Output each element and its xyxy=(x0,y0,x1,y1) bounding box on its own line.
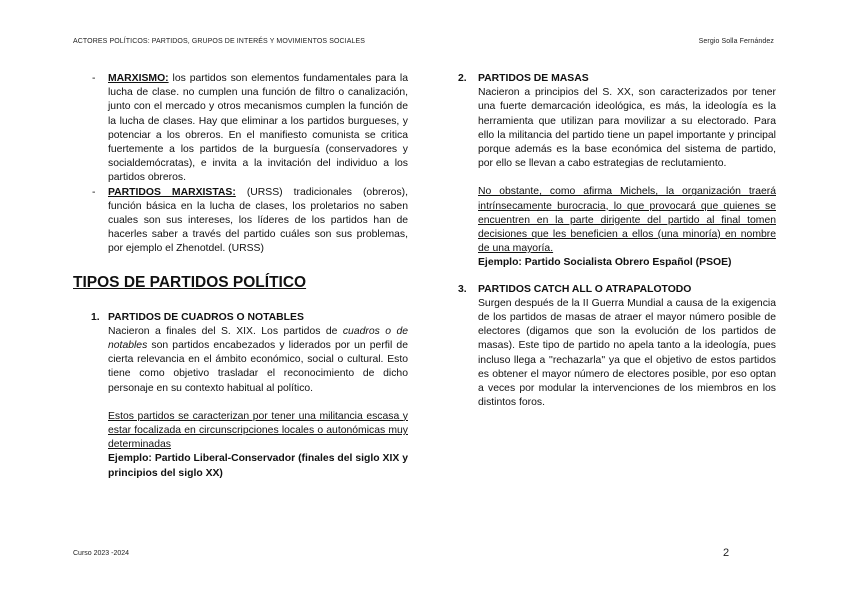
example-line xyxy=(108,452,408,480)
example-text: : Partido Liberal-Conservador (finales del siglo XIX y principios del siglo XX) xyxy=(108,453,408,479)
bullet-dash: - xyxy=(92,186,96,198)
body-text: Nacieron a finales del S. XIX. Los partidos de xyxy=(108,325,343,337)
bullet-partidos-marxistas xyxy=(73,186,408,257)
right-column xyxy=(458,72,776,410)
section-heading: PARTIDOS DE MASAS xyxy=(478,73,589,84)
section-body xyxy=(108,325,408,396)
underlined-note: No obstante, como afirma Michels, la organización traerá intrínsecamente burocracia, lo que provocará que quienes se encuentren en la parte dirigente del partido al final tomen decisiones que les beneficien a ellos (una minoría) en nombre de una mayoría. xyxy=(478,186,776,255)
section-body: Nacieron a principios del S. XX, son caracterizados por tener una fuerte demarcación ideológica, es más, la ideología es la herramienta que utilizan para movilizar a su electorado. Para ello la militancia del partido tiene un papel importante y principal porque además es la base económica del sistema de partido, por ello se llevan a cabo estrategias de reclutamiento. xyxy=(478,87,776,170)
section-number: 2. xyxy=(458,73,467,84)
example-text: : Partido Socialista Obrero Español (PSOE) xyxy=(518,257,732,269)
body-text: son partidos encabezados y liderados por un perfil de cierta relevancia en el ámbito económico, social o cultural. Esto tiene como objetivo trasladar el reconocimiento de dicho personaje en su contexto habitual al político. xyxy=(108,340,408,394)
running-header-title: ACTORES POLÍTICOS: PARTIDOS, GRUPOS DE INTERÉS Y MOVIMIENTOS SOCIALES xyxy=(73,38,366,45)
example-label: Ejemplo xyxy=(478,257,519,269)
underlined-note: Estos partidos se caracterizan por tener una militancia escasa y estar focalizada en circunscripciones locales o autonómicas muy determinadas xyxy=(108,410,408,451)
section-body: Surgen después de la II Guerra Mundial a causa de la exigencia de los partidos de masas de atraer el mayor número posible de electores (digamos que son la evolución de los partidos de masas). Este tipo de partido no apela tanto a la ideología, pues incluso llega a ''rechazarla'' ya que el objetivo de estos partidos es obtener el mayor número de electores posible, por eso optan a veces por modular la intervenciones de los miembros en los distintos foros. xyxy=(478,297,776,409)
section-cuadros xyxy=(73,311,408,481)
section-heading: PARTIDOS CATCH ALL O ATRAPALOTODO xyxy=(478,283,692,295)
running-header-author: Sergio Solla Fernández xyxy=(698,38,774,45)
term-partidos-marxistas: PARTIDOS MARXISTAS: xyxy=(108,186,236,198)
bullet-dash: - xyxy=(92,73,96,84)
example-label: Ejemplo xyxy=(108,453,149,465)
example-line xyxy=(478,256,776,270)
section-title: TIPOS DE PARTIDOS POLÍTICO xyxy=(73,273,307,291)
term-marxismo: MARXISMO: xyxy=(108,73,169,84)
section-heading: PARTIDOS DE CUADROS O NOTABLES xyxy=(108,311,304,323)
page-number: 2 xyxy=(723,547,730,559)
bullet-text: los partidos son elementos fundamentales para la lucha de clase. no cumplen una función de filtro o canalización, junto con el mercado y otros mecanismos cumplen la función de la lucha de clases. Hay que eliminar a los partidos burgueses, y potenciar a los obreros. En el manifiesto comunista se critica fuertemente a los partidos de la burguesía (conservadores y socialdemócratas), e invita a la invitación del individuo a los partidos obreros. xyxy=(108,73,408,184)
bullet-text: (URSS) tradicionales (obreros), función básica en la lucha de clases, los proletarios no saben cuales son sus intereses, los líderes de los partidos han de hacerles saber a través del partido cuáles son sus problemas, por ejemplo el Zhenotdel. (URSS) xyxy=(108,186,408,255)
body-italic: cuadros o de notables xyxy=(108,325,408,352)
section-catch-all xyxy=(458,283,776,411)
footer-course: Curso 2023 -2024 xyxy=(73,550,130,557)
section-number: 1. xyxy=(91,311,100,323)
section-masas xyxy=(458,72,776,271)
left-column xyxy=(73,72,408,481)
bullet-marxismo xyxy=(73,72,408,186)
section-number: 3. xyxy=(458,283,467,295)
